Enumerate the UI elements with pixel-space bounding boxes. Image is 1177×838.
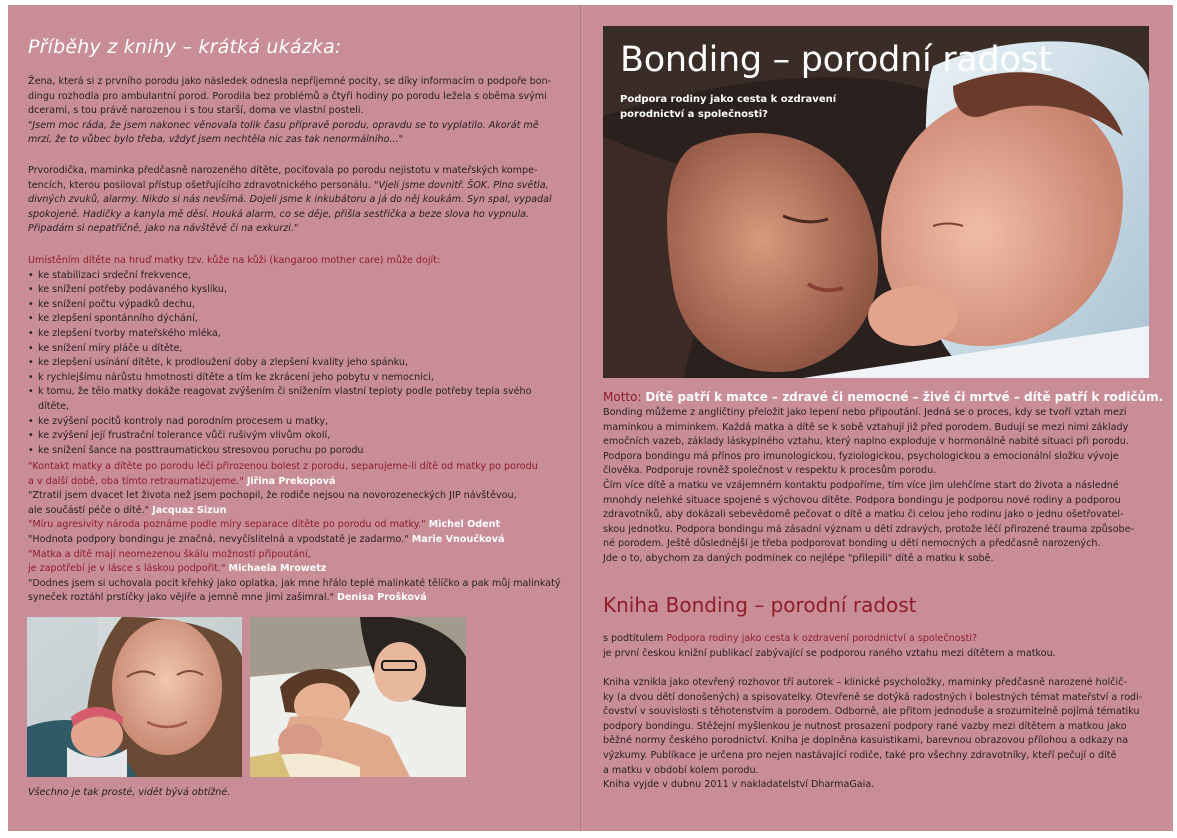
- quote-2-line-1: "Ztratil jsem dvacet let života než jsem pochopil, že rodiče nejsou na novorozeneckých JIP návštěvou,: [28, 490, 517, 502]
- kmc-list: [28, 269, 558, 459]
- story-2-text: Prvorodička, maminka předčasně narozeného dítěte, pociťovala po porodu nejistotu v mateřských kompe-tencích, kterou posiloval přístup ošetřujícího zdravotnického personálu.: [28, 165, 538, 191]
- story-1-quote: "Jsem moc ráda, že jsem nakonec věnovala tolik času přípravě porodu, opravdu se to vyplatilo. Akorát mě mrzí, že to vůbec bylo třeba, vždyť jsem nechtěla nic zas tak nenormálního...": [28, 119, 539, 146]
- photo-family-bonding-image: [250, 617, 466, 777]
- story-1: [28, 75, 553, 148]
- book-body-line: podpory bondingu. Stěžejní myšlenkou je nutnost prosazení podpory rané vazby mezi dítětem a matkou jako: [603, 720, 1127, 732]
- body-line: mnohdy nelehké situace spojené s výchovou dítěte. Podpora bondingu je podporou nové rodiny a podporou: [603, 494, 1121, 506]
- hero-title: Bonding – porodní radost: [620, 40, 1052, 80]
- quotes-block: [28, 460, 563, 606]
- kmc-section: [28, 254, 558, 458]
- body-line: Bonding můžeme z angličtiny přeložit jako lepení nebo připoutání. Jedná se o proces, kdy se tvoří vztah mezi: [603, 407, 1127, 418]
- list-item: • ke snížení míry pláče u dítěte,: [28, 342, 558, 357]
- quote-6-line-2: syneček roztáhl prstíčky jako vějíře a jemně mne jimi zašimral.": [28, 592, 334, 604]
- kmc-heading: Umístěním dítěte na hruď matky tzv. kůže na kůži (kangaroo mother care) může dojít:: [28, 255, 441, 266]
- body-line: zdravotníků, aby dokázali sebevědomě pečovat o dítě a matku či celou jeho rodinu jako o jednu ošetřovatel-: [603, 509, 1124, 521]
- body-line: skou jednotku. Podpora bondingu má zásadní význam u dětí zdravých, protože léčí přirozené trauma způsobe-: [603, 523, 1135, 535]
- photo-family-bonding: [250, 617, 466, 777]
- quote-6: [28, 577, 563, 606]
- list-item: • ke zvýšení pocitů kontroly nad porodním procesem u matky,: [28, 415, 558, 430]
- list-item: • ke stabilizaci srdeční frekvence,: [28, 269, 558, 284]
- book-body-line: Kniha vznikla jako otevřený rozhovor tří autorek – klinické psycholožky, maminky předčasně narozené holčič-: [603, 677, 1127, 688]
- body-line: Čím více dítě a matku ve vzájemném kontaktu podpoříme, tím více jim ulehčíme start do života a následné: [603, 479, 1119, 491]
- story-2-quote: "Vjeli jsme dovnitř. ŠOK. Plno světla, divných zvuků, alarmy. Nikdo si nás nevšímá. Dojeli jsme k inkubátoru a já do něj koukám. Syn spal, vypadal spokojeně. Hadičky a kanyla mě děsí. Houká alarm, co se děje, přišla sestřička a beze slova ho vypnula. Připadám si nepatřičně, jako na návštěvě či na exkurzi.": [28, 179, 552, 235]
- hero-photo: [603, 26, 1149, 378]
- book-body: [603, 676, 1163, 793]
- book-body-line: Kniha vyjde v dubnu 2011 v nakladatelství DharmaGaia.: [603, 779, 875, 791]
- quote-4: [28, 533, 563, 548]
- body-line: Jde o to, abychom za daných podmínek co nejlépe "přilepili" dítě a matku k sobě.: [603, 552, 994, 564]
- body-line: Podpora bondingu má přínos pro imunologickou, fyziologickou, psychologickou a emocionální složku vývoje: [603, 450, 1119, 462]
- quote-5: [28, 548, 563, 577]
- quote-4-line-1: "Hodnota podpory bondingu je značná, nevyčíslitelná a vpodstatě je zadarmo.": [28, 533, 409, 545]
- quote-2-line-2: ale součástí péče o dítě.": [28, 504, 150, 516]
- quote-5-line-1: "Matka a dítě mají neomezenou škálu možností připoutání,: [28, 548, 311, 560]
- hero-subtitle: Podpora rodiny jako cesta k ozdravení porodnictví a společnosti?: [620, 94, 837, 120]
- list-item: • k tomu, že tělo matky dokáže reagovat zvýšením či snížením vlastní teploty podle potřeby tepla svého dítěte,: [28, 385, 558, 414]
- list-item: • k rychlejšímu nárůstu hmotnosti dítěte a tím ke zkrácení jeho pobytu v nemocnici,: [28, 371, 558, 386]
- list-item: • ke snížení potřeby podávaného kyslíku,: [28, 283, 558, 298]
- quote-4-author: Marie Vnoučková: [411, 533, 505, 545]
- quote-2-author: Jacquaz Sizun: [152, 504, 227, 516]
- quote-6-author: Denisa Prošková: [337, 592, 427, 604]
- quote-3-author: Michel Odent: [428, 519, 501, 531]
- photo-mother-premature-baby-image: [27, 617, 242, 777]
- motto-label: Motto:: [603, 390, 642, 404]
- quote-3: [28, 518, 563, 533]
- list-item: • ke zvýšení její frustrační tolerance vůči rušivým vlivům okolí,: [28, 429, 558, 444]
- book-body-line: běžné normy českého porodnictví. Kniha je doplněna kasuistikami, barevnou obrazovou přílohou a odkazy na: [603, 735, 1129, 747]
- story-1-text: Žena, která si z prvního porodu jako následek odnesla nepříjemné pocity, se díky informacím o podpoře bon-dingu rozhodla pro ambulantní porod. Porodila bez problémů a čtyři hodiny po porodu ležela s oběma svými dcerami, s tou právě narozenou i s tou starší, doma ve vlastní posteli.: [28, 76, 552, 117]
- body-line: né porodem. Ještě důslednější je třeba podporovat bonding u dětí nemocných a předčasně narozených.: [603, 538, 1101, 550]
- story-2: [28, 164, 553, 237]
- quote-1-author: Jiřina Prekopová: [246, 475, 336, 487]
- quote-5-author: Michaela Mrowetz: [228, 563, 327, 575]
- book-subtitle-rest: je první českou knižní publikací zabývající se podporou raného vztahu mezi dítětem a matkou.: [603, 647, 1056, 659]
- book-body-line: čovství v souvislosti s těhotenstvím a porodem. Odborně, ale přitom jednoduše a srozumitelně pojímá tématiku: [603, 706, 1140, 718]
- quote-1-line-1: "Kontakt matky a dítěte po porodu léčí přirozenou bolest z porodu, separujeme-li dítě od matky po porodu: [28, 461, 538, 472]
- book-title: Kniha Bonding – porodní radost: [603, 593, 917, 617]
- photo-mother-premature-baby: [27, 617, 242, 777]
- motto-text: Dítě patří k matce – zdravé či nemocné – živé či mrtvé – dítě patří k rodičům.: [645, 390, 1164, 404]
- motto: [603, 390, 1163, 404]
- body-line: člověka. Podporuje rovněž společnost v respektu k procesům porodu.: [603, 465, 937, 477]
- book-body-line: výzkumy. Publikace je určena pro nejen nastávající rodiče, také pro všechny zdravotníky, kteří pečují o dítě: [603, 749, 1117, 761]
- book-body-line: a matku v období kolem porodu.: [603, 764, 759, 776]
- quote-1-line-2: a v další době, oba tímto retraumatizujeme.": [28, 475, 244, 487]
- list-item: • ke snížení šance na posttraumatickou stresovou poruchu po porodu: [28, 444, 558, 459]
- quote-3-line-1: "Míru agresivity národa poznáme podle míry separace dítěte po porodu od matky.": [28, 519, 426, 531]
- body-line: maminkou a miminkem. Každá matka a dítě se k sobě vztahují již před porodem. Budují se mezi nimi základy: [603, 421, 1129, 433]
- list-item: • ke zlepšení usínání dítěte, k prodloužení doby a zlepšení kvality jeho spánku,: [28, 356, 558, 371]
- list-item: • ke zlepšení spontánního dýchání,: [28, 312, 558, 327]
- quote-5-line-2: je zapotřebí je v lásce s láskou podpořit.": [28, 563, 226, 575]
- book-subtitle-prefix: s podtitulem: [603, 633, 664, 644]
- body-line: emočních vazeb, základy láskyplného vztahu, který naplno exploduje v hormonálně nabité situaci při porodu.: [603, 436, 1129, 448]
- book-subtitle-line: [603, 632, 1163, 647]
- left-page-title: Příběhy z knihy – krátká ukázka:: [28, 36, 342, 58]
- intro-body: [603, 406, 1163, 567]
- quote-2: [28, 489, 563, 518]
- book-subtitle: Podpora rodiny jako cesta k ozdravení porodnictví a společnosti?: [666, 633, 978, 644]
- book-body-line: ky (a dvou dětí donošených) a spisovatelky. Otevřeně se dotýká radostných i bolestných témat mateřství a rodi-: [603, 691, 1143, 703]
- quote-6-line-1: "Dodnes jsem si uchovala pocit křehký jako oplatka, jak mne hřálo teplé malinkaté tělíčko a pak můj malinkatý: [28, 577, 561, 589]
- quote-1: [28, 460, 563, 489]
- photo-caption: Všechno je tak prosté, vidět bývá obtížné.: [28, 787, 231, 798]
- list-item: • ke zlepšení tvorby mateřského mléka,: [28, 327, 558, 342]
- book-intro: [603, 632, 1163, 661]
- list-item: • ke snížení počtu výpadků dechu,: [28, 298, 558, 313]
